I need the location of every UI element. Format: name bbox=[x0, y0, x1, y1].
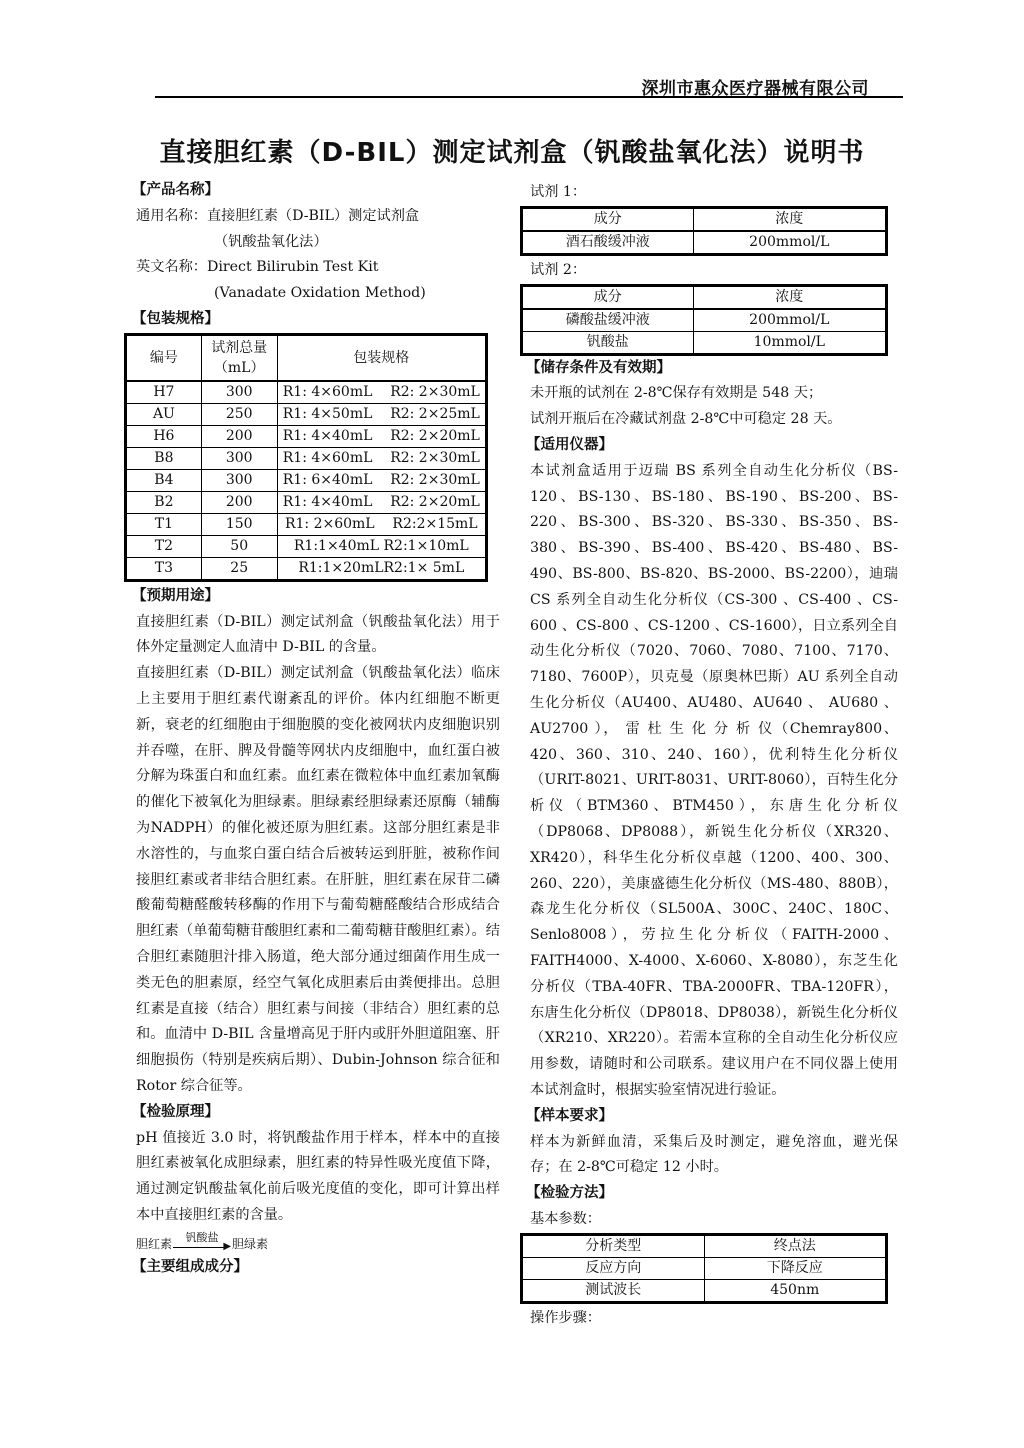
component-concentration: 200mmol/L bbox=[693, 231, 886, 255]
package-code: AU bbox=[126, 403, 202, 425]
component-name: 磷酸盐缓冲液 bbox=[522, 309, 694, 332]
col-header-component: 成分 bbox=[522, 285, 694, 309]
storage-line2: 试剂开瓶后在冷藏试剂盘 2-8℃中可稳定 28 天。 bbox=[530, 411, 842, 428]
reagent2-row bbox=[522, 331, 887, 354]
section-heading-intended-use: 【预期用途】 bbox=[132, 587, 219, 604]
packaging-row bbox=[126, 447, 487, 469]
reaction-product: 胆绿素 bbox=[232, 1236, 269, 1251]
reagent2-table bbox=[520, 284, 888, 356]
english-name-value: Direct Bilirubin Test Kit bbox=[206, 259, 379, 276]
packaging-table-header bbox=[126, 334, 487, 381]
generic-name-value: 直接胆红素（D-BIL）测定试剂盒 bbox=[206, 207, 420, 224]
arrow-line bbox=[173, 1247, 227, 1248]
package-spec: R1:1×40mL R2:1×10mL bbox=[277, 535, 486, 557]
section-heading-sample: 【样本要求】 bbox=[526, 1107, 613, 1124]
section-heading-composition: 【主要组成成分】 bbox=[132, 1258, 248, 1275]
section-heading-method: 【检验方法】 bbox=[526, 1185, 613, 1202]
component-concentration: 10mmol/L bbox=[693, 331, 886, 354]
package-total-volume: 50 bbox=[201, 535, 277, 557]
reagent1-header bbox=[522, 207, 887, 231]
section-heading-storage: 【储存条件及有效期】 bbox=[526, 359, 671, 376]
param-name: 反应方向 bbox=[522, 1257, 705, 1279]
packaging-table bbox=[124, 333, 488, 582]
col-header-total bbox=[201, 334, 277, 381]
param-name: 测试波长 bbox=[522, 1279, 705, 1302]
packaging-row bbox=[126, 403, 487, 425]
param-row bbox=[522, 1234, 887, 1257]
col-header-concentration: 浓度 bbox=[693, 285, 886, 309]
package-code: T2 bbox=[126, 535, 202, 557]
component-name: 酒石酸缓冲液 bbox=[522, 231, 694, 255]
english-name bbox=[136, 255, 500, 281]
param-value: 450nm bbox=[704, 1279, 887, 1302]
package-spec: R1: 4×50mL R2: 2×25mL bbox=[277, 403, 486, 425]
intended-use-para2: 直接胆红素（D-BIL）测定试剂盒（钒酸盐氧化法）临床上主要用于胆红素代谢紊乱的评价。体内红细胞不断更新，衰老的红细胞由于细胞膜的变化被网状内皮细胞识别并吞噬，在肝、脾及骨髓等网状内皮细胞中，血红蛋白被分解为珠蛋白和血红素。血红素在微粒体中血红素加氧酶的催化下被氧化为胆绿素。胆绿素经胆绿素还原酶（辅酶为NADPH）的催化被还原为胆红素。这部分胆红素是非水溶性的，与血浆白蛋白结合后被转运到肝脏，被称作间接胆红素或者非结合胆红素。在肝脏，胆红素在尿苷二磷酸葡萄糖醛酸转移酶的作用下与葡萄糖醛酸结合形成结合胆红素（单葡萄糖苷酸胆红素和二葡萄糖苷酸胆红素）。结合胆红素随胆汁排入肠道，绝大部分通过细菌作用生成一类无色的胆素原，经空气氧化成胆素后由粪便排出。总胆红素是直接（结合）胆红素与间接（非结合）胆红素的总和。血清中 D-BIL 含量增高见于肝内或肝外胆道阻塞、肝细胞损伤（特别是疾病后期）、Dubin-Johnson 综合征和 Rotor 综合征等。 bbox=[136, 665, 500, 1094]
package-total-volume: 300 bbox=[201, 469, 277, 491]
package-spec: R1: 4×60mL R2: 2×30mL bbox=[277, 381, 486, 404]
right-column bbox=[526, 180, 898, 1331]
packaging-row bbox=[126, 513, 487, 535]
reagent1-row bbox=[522, 231, 887, 255]
col-header-code: 编号 bbox=[126, 334, 202, 381]
storage-line1: 未开瓶的试剂在 2-8℃保存有效期是 548 天； bbox=[530, 385, 823, 402]
package-code: B4 bbox=[126, 469, 202, 491]
section-heading-principle: 【检验原理】 bbox=[132, 1103, 219, 1120]
package-spec: R1:1×20mLR2:1× 5mL bbox=[277, 557, 486, 580]
basic-params-table bbox=[520, 1233, 888, 1304]
package-total-volume: 300 bbox=[201, 381, 277, 404]
param-value: 终点法 bbox=[704, 1234, 887, 1257]
arrow-right-icon: ▶ bbox=[223, 1240, 232, 1252]
reagent1-label: 试剂 1： bbox=[530, 184, 587, 200]
packaging-row bbox=[126, 469, 487, 491]
reaction-reactant: 胆红素 bbox=[136, 1236, 173, 1251]
english-name-label: 英文名称： bbox=[136, 259, 207, 276]
package-code: H7 bbox=[126, 381, 202, 404]
generic-name-label: 通用名称： bbox=[136, 207, 207, 224]
packaging-row bbox=[126, 381, 487, 404]
package-spec: R1: 4×60mL R2: 2×30mL bbox=[277, 447, 486, 469]
basic-params-label: 基本参数： bbox=[530, 1210, 601, 1227]
packaging-row bbox=[126, 491, 487, 513]
header-divider bbox=[155, 96, 903, 98]
packaging-row bbox=[126, 425, 487, 447]
reagent1-table bbox=[520, 206, 888, 256]
company-name: 深圳市惠众医疗器械有限公司 bbox=[641, 79, 869, 99]
package-total-volume: 200 bbox=[201, 491, 277, 513]
section-heading-product-name: 【产品名称】 bbox=[132, 182, 219, 198]
package-spec: R1: 6×40mL R2: 2×30mL bbox=[277, 469, 486, 491]
col-header-total-line1: 试剂总量 bbox=[211, 339, 268, 356]
param-value: 下降反应 bbox=[704, 1257, 887, 1279]
packaging-row bbox=[126, 535, 487, 557]
instruments-text: 本试剂盒适用于迈瑞 BS 系列全自动生化分析仪（BS-120、BS-130、BS-180、BS-190、BS-200、BS-220、BS-300、BS-320、BS-330、BS-350、BS-380、BS-390、BS-400、BS-420、BS-480、BS-490、BS-800、BS-820、BS-2000、BS-2200），迪瑞 CS 系列全自动生化分析仪（CS-300 、CS-400 、CS-600 、CS-800 、CS-1200 、CS-1600），日立系列全自动生化分析仪（7020、7060、7080、7100、7170、7180、7600P），贝克曼（原奥林巴斯）AU 系列全自动生化分析仪（AU400、AU480、AU640 、 AU680 、 AU2700 ）， 雷 杜 生 化 分 析 仪（Chemray800、420、360、310、240、160），优利特生化分析仪（URIT-8021、URIT-8031、URIT-8060），百特生化分析仪（BTM360、BTM450），东唐生化分析仪（DP8068、DP8088），新锐生化分析仪（XR320、XR420），科华生化分析仪卓越（1200、400、300、260、220），美康盛德生化分析仪（MS-480、880B），森龙生化分析仪（SL500A、300C、240C、180C、Senlo8008），劳拉生化分析仪（FAITH-2000、FAITH4000、X-4000、X-6060、X-8080），东芝生化分析仪（TBA-40FR、TBA-2000FR、TBA-120FR），东唐生化分析仪（DP8018、DP8038），新锐生化分析仪（XR210、XR220）。若需本宣称的全自动生化分析仪应用参数，请随时和公司联系。建议用户在不同仪器上使用本试剂盒时，根据实验室情况进行验证。 bbox=[530, 462, 898, 1098]
param-name: 分析类型 bbox=[522, 1234, 705, 1257]
principle-text: pH 值接近 3.0 时，将钒酸盐作用于样本，样本中的直接胆红素被氧化成胆绿素，胆红素的特异性吸光度值下降，通过测定钒酸盐氧化前后吸光度值的变化，即可计算出样本中直接胆红素的含量。 bbox=[136, 1129, 500, 1223]
sample-text: 样本为新鲜血清，采集后及时测定，避免溶血，避光保存；在 2-8℃可稳定 12 小时。 bbox=[530, 1133, 898, 1176]
section-heading-instruments: 【适用仪器】 bbox=[526, 436, 613, 453]
english-name-line2: (Vanadate Oxidation Method) bbox=[214, 285, 426, 302]
package-code: T3 bbox=[126, 557, 202, 580]
col-header-spec: 包装规格 bbox=[277, 334, 486, 381]
package-code: B8 bbox=[126, 447, 202, 469]
section-heading-packaging: 【包装规格】 bbox=[132, 310, 219, 327]
left-column bbox=[132, 178, 500, 1281]
reagent2-header bbox=[522, 285, 887, 309]
component-concentration: 200mmol/L bbox=[693, 309, 886, 332]
generic-name-line2: （钒酸盐氧化法） bbox=[214, 233, 328, 250]
package-total-volume: 200 bbox=[201, 425, 277, 447]
package-spec: R1: 2×60mL R2:2×15mL bbox=[277, 513, 486, 535]
packaging-row bbox=[126, 557, 487, 580]
package-spec: R1: 4×40mL R2: 2×20mL bbox=[277, 491, 486, 513]
package-total-volume: 300 bbox=[201, 447, 277, 469]
package-total-volume: 25 bbox=[201, 557, 277, 580]
reagent2-row bbox=[522, 309, 887, 332]
generic-name bbox=[136, 204, 500, 230]
component-name: 钒酸盐 bbox=[522, 331, 694, 354]
col-header-concentration: 浓度 bbox=[693, 207, 886, 231]
package-code: T1 bbox=[126, 513, 202, 535]
package-total-volume: 250 bbox=[201, 403, 277, 425]
intended-use-para1: 直接胆红素（D-BIL）测定试剂盒（钒酸盐氧化法）用于体外定量测定人血清中 D-BIL 的含量。 bbox=[136, 613, 500, 656]
col-header-total-line2: （mL） bbox=[213, 359, 265, 376]
reagent2-label: 试剂 2： bbox=[530, 261, 587, 278]
reaction-arrow bbox=[173, 1230, 232, 1255]
col-header-component: 成分 bbox=[522, 207, 694, 231]
package-code: H6 bbox=[126, 425, 202, 447]
document-title: 直接胆红素（D-BIL）测定试剂盒（钒酸盐氧化法）说明书 bbox=[159, 138, 865, 168]
param-row bbox=[522, 1279, 887, 1302]
package-spec: R1: 4×40mL R2: 2×20mL bbox=[277, 425, 486, 447]
package-code: B2 bbox=[126, 491, 202, 513]
param-row bbox=[522, 1257, 887, 1279]
reaction-catalyst: 钒酸盐 bbox=[185, 1230, 219, 1244]
package-total-volume: 150 bbox=[201, 513, 277, 535]
reaction-equation bbox=[136, 1229, 500, 1255]
steps-label: 操作步骤： bbox=[530, 1309, 601, 1326]
